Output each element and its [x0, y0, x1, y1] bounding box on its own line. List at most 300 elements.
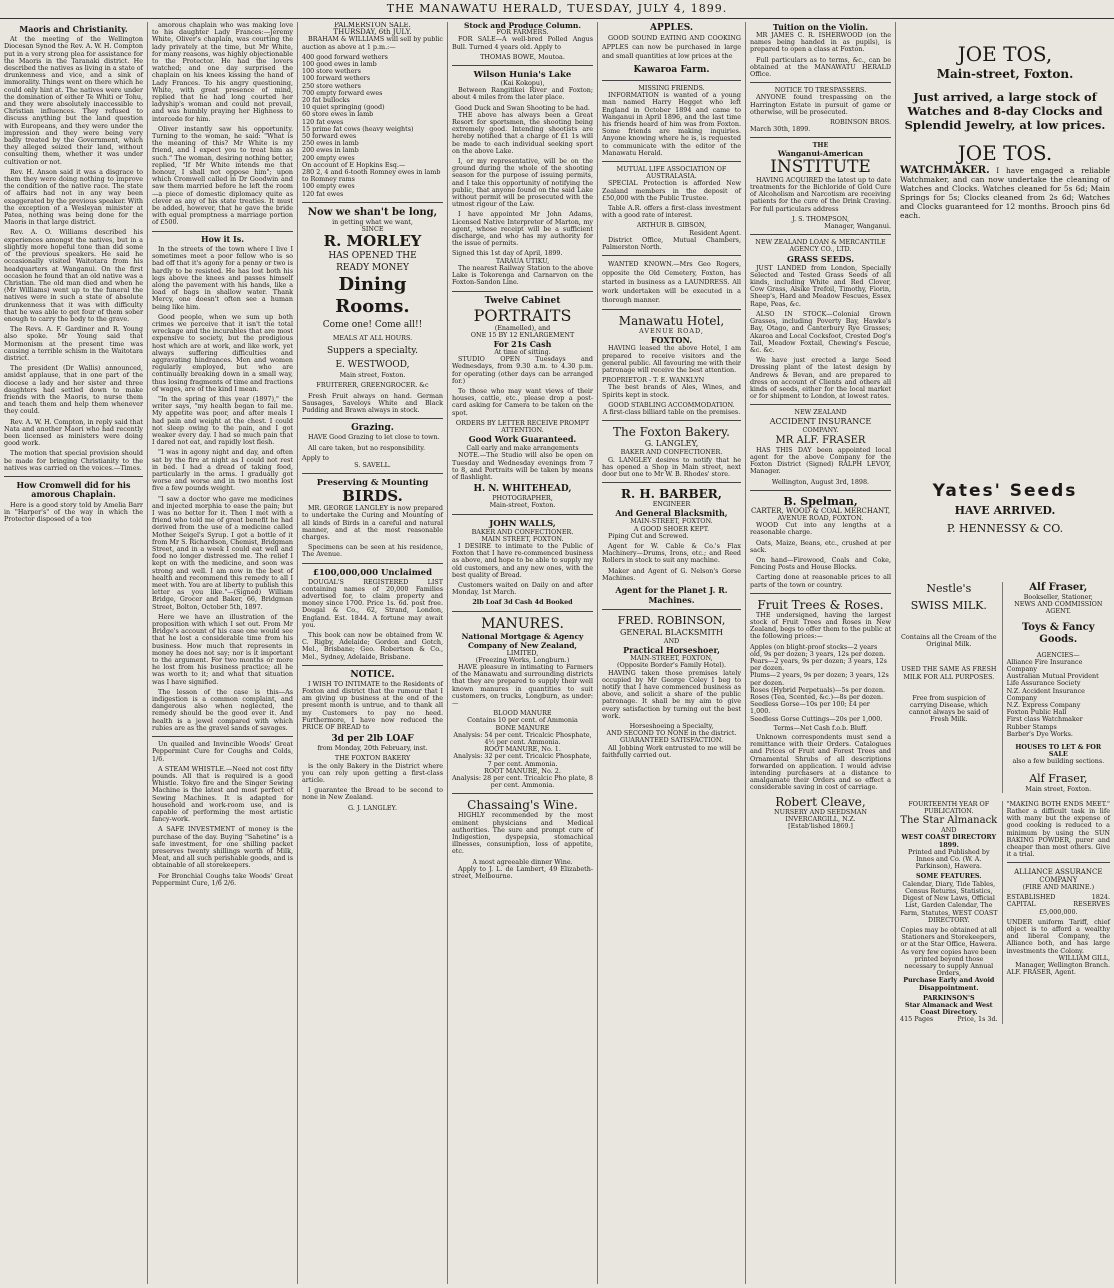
ad-text: WANTED KNOWN.—Mrs Geo Rogers, opposite the Old Cemetery, Foxton, has started in business as a LAUNDRESS. All work undertaken will be executed in a thorough manner.	[602, 260, 741, 305]
ad-heading: Now we shan't be long,	[307, 206, 438, 218]
ad-heading: HAVE ARRIVED.	[954, 504, 1056, 517]
ad-title: The Foxton Bakery.	[613, 425, 730, 440]
ad-name: Alf Fraser,	[1029, 771, 1088, 785]
manure-list-item: BLOOD MANURE	[493, 709, 552, 718]
ad-text: (Kai Kokopu),	[500, 79, 545, 88]
ad-text: (Enamelled), and	[494, 323, 551, 332]
ad-text: Apply to	[302, 453, 329, 462]
ad-text: On hand—Firewood, Coals and Coke, Fencing Posts and House Blocks.	[750, 555, 891, 572]
ad-text: "MAKING BOTH ENDS MEET." Rather a difficult task in life with many but the expense of good cooking is reduced to a minimum by using the SUN BAKING POWDER, purer and cheaper than most others. Give it a trial.	[1006, 799, 1110, 859]
price-list-item: Seedless Gorse—10s per 100; £4 per 1,000.	[750, 700, 870, 716]
ad-text: Printed and Published by Innes and Co. (W. A. Parkinson), Hawera.	[907, 847, 990, 871]
ad-text: Apply to J. L. de Lambert, 49 Elizabeth-street, Melbourne.	[452, 864, 593, 881]
ad-text: AND	[663, 636, 680, 645]
ad-text: Call early and make arrangements	[466, 444, 579, 453]
ad-text: HIGHLY recommended by the most eminent physicians and Medical authorities. The sure and prompt cure of Indigestion, dyspepsia, stomachical illnesses, consumption, loss of appetite, etc.	[452, 811, 593, 856]
manure-list	[452, 710, 593, 789]
ad-price: Price, 1s 3d.	[957, 1015, 998, 1024]
ad-name: J. S. THOMPSON,	[791, 214, 850, 223]
stock-list	[302, 54, 443, 198]
ad-text: Contains all the Cream of the Original Milk.	[901, 633, 997, 649]
stock-list-item: 10 quiet springing (good)	[302, 103, 385, 112]
ad-text: Maker and Agent of G. Nelson's Gorse Machines.	[602, 566, 741, 582]
ad-text: [Estab'lished 1869.]	[788, 822, 853, 831]
ad-name: TARAUA UTIKU,	[495, 256, 550, 265]
ad-title: Preserving & Mounting	[316, 478, 429, 489]
price-list-item: Roses (Hybrid Perpetuals)—5s per dozen.	[750, 685, 886, 694]
ad-trade: BAKER AND CONFECTIONER.	[471, 527, 574, 536]
ad-address: FOXTON.	[650, 335, 693, 346]
ad-text: Fresh Fruit always on hand. German Sausages, Saveloys White and Black Pudding and Brawn always in stock.	[302, 391, 443, 415]
ad-text: Horseshoeing a Specialty,	[629, 721, 714, 730]
stock-list-item: 280 2, 4 and 6-tooth Romney ewes in lamb to Romney rams	[302, 168, 441, 184]
ad-text: Table A.R. offers a first-class investment with a good rate of interest.	[602, 204, 741, 220]
ad-text: I DESIRE to intimate to the Public of Foxton that I have re-commenced business as above, and hope to be able to supply my old customers, and any new ones, with the best quality of Bread.	[452, 541, 593, 579]
ad-text: WOOD Cut into any lengths at a reasonable charge.	[750, 521, 891, 537]
ad-text: STUDIO OPEN Tuesdays and Wednesdays, from 9.30 a.m. to 4.30 p.m. for operating (other days can be arranged for.)	[452, 355, 593, 385]
divider	[602, 255, 741, 256]
ad-heading: COMPANY.	[802, 425, 839, 434]
article-paragraph: Rev. H. Anson said it was a disgrace to them they were doing nothing to improve the condition of the native race. The state of affairs had not in any way been exaggerated by the previous speaker. With the exception of a Wesleyan minister at Patea, nothing was being done for the Maoris in that large district.	[4, 167, 143, 227]
ad-text: USED THE SAME AS FRESH MILK FOR ALL PURPOSES.	[901, 665, 997, 681]
divider	[602, 80, 741, 81]
divider	[750, 490, 891, 491]
ad-text: We have just erected a large Seed Dressing plant of the latest design by Andrews & Bevan, and are prepared to dress on account of Clients and others all kinds of seeds, either for the local market or for shipment to London, at lowest rates.	[750, 356, 891, 401]
ad-title: INSTITUTE	[770, 156, 871, 177]
ad-text: THE	[812, 141, 829, 150]
ad-address: Main street, Foxton.	[339, 371, 406, 380]
ad-text: HAS OPENED THE	[328, 251, 417, 262]
ad-date: THURSDAY, 6th JULY.	[333, 28, 412, 37]
ad-heading: MUTUAL LIFE ASSOCIATION OF AUSTRALASIA.	[616, 165, 727, 181]
agency-list	[1007, 659, 1110, 738]
ad-name: ROBINSON BROS.	[829, 118, 891, 127]
ad-text: (Opposite Border's Family Hotel).	[617, 661, 726, 670]
divider	[750, 593, 891, 594]
stock-list-item: 20 fat bullocks	[302, 96, 350, 105]
manure-list-item: BONE MANURE	[495, 723, 550, 732]
article-paragraph: Good people, when we sum up both crimes we perceive that it isn't the total wreckage and the incurables that are most expensive to society, but the prodigious host which are at work, and like work, yet always suffering difficulties and aggravating hindrances. Men and women regularly employed, but who are continually breaking down in a small way, thus losing fragments of time and fractions of wages, are of the kind I mean.	[152, 312, 293, 393]
ad-text: This book can now be obtained from W. C. Rigby, Adelaide; Gordon and Gotch, Mel., Brisbane; Geo. Robertson & Co., Mel., Sydney, Adelaide, Brisbane.	[302, 630, 443, 661]
ad-name: H. N. WHITEHEAD,	[473, 484, 572, 495]
ad-text: LIMITED,	[506, 648, 539, 657]
ad-text: ORDERS BY LETTER RECEIVE PROMPT ATTENTION.	[455, 418, 590, 434]
ad-text: ALF. FRASER, Agent.	[1006, 968, 1076, 977]
divider	[452, 514, 593, 515]
ad-text: Manager, Wanganui.	[824, 222, 891, 231]
masthead: THE MANAWATU HERALD, TUESDAY, JULY 4, 1899.	[0, 0, 1114, 19]
ad-name: S. SAVELL.	[354, 460, 391, 469]
ad-text: ESTABLISHED	[1006, 893, 1056, 902]
divider	[602, 309, 741, 310]
divider	[152, 736, 293, 737]
ad-headline: Just arrived, a large stock of Watches and 8-day Clocks and Splendid Jewelry, at low prices.	[904, 90, 1106, 132]
ad-text: AND	[941, 826, 957, 835]
ad-text: ANYONE found trespassing on the Harrington Estate in pursuit of game or otherwise, will be prosecuted.	[750, 93, 891, 116]
ad-text: Piping Cut and Screwed.	[608, 531, 689, 540]
ad-text: 1824.	[1091, 893, 1110, 902]
ad-text: FOR SALE—A well-bred Polled Angus Bull. Turned 4 years old. Apply to	[452, 35, 593, 51]
ad-title: Toys & Fancy Goods.	[1021, 621, 1095, 645]
article-paragraph: A STEAM WHISTLE.—Need not cost fifty pounds. All that is required is a good Whistle. Tokyo fire and the Singer Sewing Machine is the latest and most perfect of Sewing Machines. It is adapted for household and work-room use, and is capable of performing the most artistic fancy-work.	[152, 764, 293, 824]
stock-list-item: 400 good forward wethers	[302, 52, 388, 61]
manure-list-item: ROOT MANURE, No. 1.	[484, 745, 561, 754]
divider	[302, 563, 443, 564]
ad-text: GOOD STABLING ACCOMMODATION.	[608, 400, 735, 409]
article-paragraph: For Bronchial Coughs take Woods' Great Peppermint Cure, 1/6 2/6.	[152, 871, 293, 887]
ad-title: Fruit Trees & Roses.	[757, 597, 884, 612]
ad-title: WEST COAST DIRECTORY	[901, 833, 997, 842]
ad-text: HAVING leased the above Hotel, I am prepared to receive visitors and the general public. All favouring me with their patronage will receive the best attention.	[602, 344, 741, 375]
manure-list-item: Analysis: 54 per cent. Tricalcic Phosphate, 4½ per cent. Ammonia.	[453, 730, 592, 747]
ad-text: ALSO IN STOCK—Colonial Grown Grasses, including Poverty Bay, Hawke's Bay, Otago, and Canterbury Rye Grasses; Akaroa and Local Cocksfoot, Crested Dog's Tail, Meadow Foxtail, Chewing's Fescue, &c. &c.	[750, 309, 891, 354]
ad-text: A first-class billiard table on the premises.	[602, 408, 741, 417]
ad-price: For 21s Cash	[493, 338, 552, 349]
ad-title: The Star Almanack	[900, 815, 998, 827]
ad-text: A GOOD SHOER KEPT.	[633, 524, 710, 533]
ad-text: DOUGAL'S REGISTERED LIST containing names of 20,000 Families advertised for, to claim property and money since 1700. Price 1s. 6d. post free. Dougal & Co., 62, Strand, London, England. Est. 1844. A fortune may await you.	[302, 577, 443, 629]
ad-name: WILLIAM GILL,	[1058, 953, 1110, 962]
ad-trade: And General Blacksmith,	[615, 508, 728, 519]
ad-title: GRASS SEEDS.	[786, 253, 855, 264]
ad-text: RESERVES	[1073, 900, 1110, 909]
ad-heading: ACCIDENT INSURANCE	[769, 416, 872, 426]
ad-text: MR JAMES C. R. ISHERWOOD (on the names being handed in as pupils), is prepared to open a class at Foxton.	[750, 31, 891, 54]
ad-heading: SOME FEATURES.	[916, 872, 982, 881]
manure-list-item: Analysis: 32 per cent. Tricalcic Phosphate, 7 per cent. Ammonia.	[453, 752, 592, 768]
divider	[602, 609, 741, 610]
ad-title: SWISS MILK.	[910, 599, 987, 612]
column-5	[598, 22, 746, 1284]
ad-text: THE undersigned, having the largest stock of Fruit Trees and Roses in New Zealand, begs to offer them to the public at the following prices:—	[750, 610, 892, 641]
ad-trade: NEWS AND COMMISSION AGENT.	[1014, 600, 1103, 616]
divider	[750, 234, 891, 235]
ad-trade: WATCHMAKER.	[900, 165, 990, 176]
ad-title: Dining Rooms.	[335, 274, 410, 318]
ad-text: Terms—Net Cash f.o.b. Bluff.	[773, 723, 868, 732]
ad-price: 3d per 2lb LOAF	[331, 734, 414, 745]
price-list-item: Plums—2 years, 9s per dozen; 3 years, 12s per dozen.	[750, 671, 889, 687]
ad-text: March 30th, 1899.	[750, 125, 811, 134]
ad-heading: NEW ZEALAND	[794, 408, 847, 417]
article-title: How Cromwell did for his amorous Chaplain.	[16, 479, 131, 499]
ad-address: MAIN-STREET, FOXTON.	[630, 517, 713, 526]
divider	[750, 82, 891, 83]
ad-text: To those who may want views of their houses, cattle, etc., please drop a post-card asking for Camera to be taken on the spot.	[452, 386, 593, 417]
ad-text: is the only Bakery in the District where you can rely upon getting a first-class article.	[302, 761, 443, 784]
ad-heading: Agent for the Planet J. R. Machines.	[615, 584, 728, 605]
ad-name: THOMAS BOWE, Moutoa.	[480, 52, 565, 61]
ad-text: SINCE	[361, 225, 384, 234]
ad-name: MR ALF. FRASER	[775, 434, 866, 446]
manure-list-item: Contains 10 per cent. of Ammonia	[467, 716, 578, 725]
ad-address: MAIN-STREET, FOXTON,	[630, 654, 713, 663]
stock-list-item: 60 store ewes in lamb	[302, 110, 374, 119]
ad-text: Good Duck and Swan Shooting to be had.	[455, 103, 590, 112]
divider	[602, 161, 741, 162]
article-paragraph: Here is a good story told by Amelia Barr in "Harper's" of the way in which the Protector disposed of a too	[4, 500, 143, 524]
ad-name: G. LANGLEY,	[644, 439, 699, 449]
ad-address: Main street, Foxton.	[1025, 784, 1092, 793]
ad-text: (Freezing Works, Longburn.)	[475, 655, 570, 664]
agency-list-item: N.Z. Accident Insurance Company	[1006, 686, 1085, 702]
ad-text: Specimens can be seen at his residence, The Avenue.	[302, 543, 443, 559]
article-paragraph: "I was in agony night and day, and often sat by the fire at night as I could not rest in bed. I had a dread of taking food, particularly in the arms. I gradually got worse and worse and in two months lost five a few pounds weight.	[152, 448, 293, 493]
ad-name: P. HENNESSY & CO.	[946, 522, 1064, 535]
ad-text: Signed this 1st day of April, 1899.	[452, 249, 563, 258]
ad-name: Nestle's	[926, 582, 972, 595]
ad-text: CAPITAL	[1006, 900, 1036, 909]
ad-text: MR. GEORGE LANGLEY is now prepared to undertake the Curing and Mounting of all kinds of Birds in a careful and natural manner, and at the most reasonable charges.	[302, 504, 443, 541]
price-list	[750, 644, 891, 723]
stock-list-item: 200 ewes in lamb	[302, 146, 359, 155]
ad-heading: PALMERSTON SALE.	[334, 22, 411, 29]
right-ads	[896, 22, 1114, 1024]
ad-trade: Practical Horseshoer,	[623, 645, 720, 656]
ad-text: (FIRE AND MARINE.)	[1022, 882, 1095, 891]
ad-text: SPECIAL Protection is afforded New Zealand members in the deposit of £50,000 with the Public Trustee.	[602, 179, 741, 202]
article-paragraph: "In the spring of this year (1897)," the writer says, "my health began to fail me. My appetite was poor, and after meals I had pain and weight at the chest. I could not sleep owing to the pain, and I got weaker every day. I had so much pain that I dared not eat, and rapidly lost flesh.	[152, 394, 293, 447]
ad-text: from Monday, 20th February, inst.	[317, 744, 428, 753]
agency-list-item: N.Z. Express Company	[1006, 701, 1081, 710]
ad-heading: Stock and Produce Column.	[464, 22, 581, 30]
ad-text: READY MONEY	[336, 263, 409, 274]
ad-title: Grazing.	[351, 423, 394, 434]
ad-text: HAVING ACQUIRED the latest up to date treatments for the Bichloride of Gold Cure of Alcoholism and Narcotism are receiving patients for the cure of the Drink Craving. For full particulars address	[750, 175, 891, 213]
ad-trade: NURSERY AND SEEDSMAN	[773, 807, 868, 816]
ad-text: NOTE.—The Studio will also be open on Tuesday and Wednesday evenings from 7 to 8, and Portraits will be taken by means of flashlight.	[452, 451, 593, 481]
ad-name: E. WESTWOOD,	[335, 360, 410, 371]
article-paragraph: Un quailed and Invincible Woods' Great Peppermint Cure for Coughs and Colds, 1/6.	[152, 740, 293, 763]
ad-heading: NEW ZEALAND LOAN & MERCANTILE AGENCY CO., LTD.	[755, 238, 886, 254]
divider	[4, 476, 143, 477]
stock-list-item: 100 forward wethers	[302, 74, 371, 83]
ad-name: ARTHUR B. GIBSON,	[636, 221, 707, 230]
article-paragraph: The president (Dr Wallis) announced, amidst applause, that in one part of the diocese a lady and her sister and three daughters had settled down to make friends with the Maoris, to nurse them and teach them and help them whenever they could.	[4, 364, 143, 416]
ad-heading: National Mortgage & Agency Company of New Zealand,	[461, 631, 584, 650]
ad-heading: PARKINSON'S	[922, 993, 975, 1002]
ad-text: I WISH TO INTIMATE to the Residents of Foxton and district that the rumour that I am giving up business at the end of the present month is untrue, and to thank all my Customers to pay no heed. Furthermore, I have now reduced the PRICE OF BREAD to	[302, 679, 443, 731]
column-3	[298, 22, 448, 1284]
ad-address: MAIN STREET, FOXTON.	[481, 534, 564, 543]
price-list-item: Seedless Gorse Cuttings—20s per 1,000.	[750, 714, 883, 723]
ad-title: PORTRAITS	[473, 305, 572, 325]
article-paragraph: At the meeting of the Wellington Diocesan Synod the Rev. A. W. H. Compton put in a very strong plea for assistance for the Maoris in the Taranaki district. He described the natives as living in a state of drunkenness and vice, and a sink of immorality. Things went on there which he could only hint at. The natives were under the domination of either Te Whiti or Tohu, and they were absolutely inaccessible to Christian influences. They refused to discuss anything but the land question with Europeans, and they were under the impression and they were being very badly treated by the Government, which they alleged seized their land, without consulting them, whether it was under cultivation or not.	[4, 35, 143, 166]
ad-text: £5,000,000.	[1038, 907, 1078, 916]
ad-text: Come one! Come all!!	[322, 320, 423, 331]
manure-list-item: ROOT MANURE, No. 2.	[484, 766, 561, 775]
stock-list-item: 120 fat ewes	[302, 117, 344, 126]
ad-text: HAVING taken those premises lately occupied by Mr George Coley I beg to notify that I have commenced business as above, and solicit a share of the public patronage. It shall be my aim to give every satisfaction by turning out the best work.	[602, 668, 741, 720]
stock-list-item: 200 empty ewes	[302, 153, 355, 162]
ad-text: G. LANGLEY desires to notify that he has opened a Shop in Main street, next door but one to Mr W. B. Rhodes' store.	[602, 455, 741, 478]
ad-text: HAVE pleasure in intimating to Farmers of the Manawatu and surrounding districts that they are prepared to supply their well known manures in quantities to suit customers, on trucks, Longburn, as under:—	[452, 663, 593, 708]
stock-list-item: 15 prime fat cows (heavy weights)	[302, 124, 414, 133]
divider	[452, 611, 593, 612]
ad-text: ONE 15 BY 12 ENLARGEMENT	[470, 330, 575, 339]
column-1	[0, 22, 148, 1284]
ad-address: Main-street, Foxton.	[489, 501, 556, 510]
ad-text: I have engaged a reliable Watchmaker, and can now undertake the cleaning of Watches and Clocks. Watches cleaned for 5s 6d; Main Springs for 5s; Clocks cleaned from 2s 6d; Watches and Clocks guaranteed for 12 months. Brooch pins 6d each.	[900, 166, 1110, 220]
ad-heading: MISSING FRIENDS.	[638, 84, 705, 92]
ad-heading: Twelve Cabinet	[484, 295, 561, 306]
article-paragraph: The motion that special provision should be made for bringing Christianity to the natives was carried on the voices.—Times.	[4, 449, 143, 472]
ad-trade: Bookseller, Stationer,	[1023, 593, 1093, 601]
ad-text: As very few copies have been printed beyond those necessary to supply Annual Orders,	[901, 947, 997, 978]
divider	[602, 482, 741, 483]
ad-text: Carting done at reasonable prices to all parts of the town or country.	[750, 573, 891, 589]
ad-name: JOE TOS.	[957, 141, 1053, 165]
ad-text: HAVE Good Grazing to let close to town.	[308, 433, 440, 442]
ad-name: Alf Fraser,	[1029, 582, 1088, 593]
article-paragraph: The Revs. A. F. Gardiner and R. Young also spoke. Mr Young said that Mormonism at the present time was causing a terrible schism in the Waitotara district.	[4, 325, 143, 362]
ad-title: NOTICE.	[350, 669, 395, 680]
ad-title: Tuition on the Violin.	[772, 22, 869, 32]
divider	[1007, 862, 1110, 863]
article-title: How it Is.	[200, 233, 245, 244]
ad-text: 1899.	[938, 840, 959, 849]
ad-text: Between Rangitikei River and Foxton; about 4 miles from the later place.	[452, 86, 593, 102]
ad-title: APPLES.	[649, 23, 694, 33]
article-paragraph: "I saw a doctor who gave me medicines and injected morphia to ease the pain; but I was no better for it. Then I met with a friend who told me of great benefit he had derived from the use of a medicine called Mother Seigel's Syrup. I got a bottle of it from Mr S. Richardson, Chemist, Bridgman Street, and in a week I could eat well and food no longer distressed me. The relief I kept on with the medicine, and soon was strong and well. I am now in the best of health and recommend this remedy to all I meet with. You are at liberty to publish this letter as you like."—(Signed) William Bridge, Grocer and Baker, 66, Bridgman Street, Bolton, October 5th, 1897.	[152, 494, 293, 611]
divider	[602, 420, 741, 421]
ad-heading: Wanganui-American	[777, 148, 864, 158]
stock-list-item: 120 fat ewes	[302, 189, 344, 198]
ad-text: GOOD SOUND EATING AND COOKING APPLES can now be purchased in large and small quantities at low prices at the	[602, 34, 741, 60]
ad-text: in getting what we want,	[332, 217, 413, 226]
ad-price: 2lb Loaf 3d Cash 4d Booked	[472, 598, 573, 607]
ad-text: 415 Pages	[900, 1015, 934, 1024]
ad-trade: FRUITERER, GREENGROCER. &c	[316, 381, 429, 390]
ad-address: INVERCARGILL, N.Z.	[785, 814, 856, 823]
article-paragraph: Here we have an illustration of the proposition with which I set out. From Mr Bridge's account of his case one would see that he lost a considerable time from his business. How much that represents in money he does not say; nor is it important to the argument. For two months or more he lost from his business practice; all he was worth to it; and what that situation was I have signified.	[152, 612, 293, 686]
ad-name: R. MORLEY	[323, 232, 422, 251]
stock-list-item: 50 forward ewes	[302, 132, 357, 141]
stock-list-item: 100 good ewes in lamb	[302, 60, 377, 69]
ad-address: Main-street, Foxton.	[936, 67, 1074, 81]
ad-text: Calendar, Diary, Tide Tables, Census Returns, Statistics, Digest of New Laws, Official List, Garden Calendar, The Farm, Statutes, WEST COAST DIRECTORY.	[900, 879, 998, 924]
ad-text: Agent for W. Cable & Co.'s Flax Machinery—Drums, Irons, etc.; and Reed Rollers in stock to suit any machine.	[602, 541, 741, 565]
stock-list-item: 700 empty forward ewes	[302, 88, 383, 97]
stock-list-item: 250 store wethers	[302, 81, 361, 90]
manure-list-item: Analysis: 28 per cent. Tricalcic Pho plate, 8 per cent. Ammonia.	[452, 774, 593, 790]
ad-text: Wellington, August 3rd, 1898.	[771, 477, 870, 486]
agency-list-item: Barber's Dye Works.	[1006, 729, 1073, 738]
ad-text: I, or my representative, will be on the ground during the whole of the shooting season for the purpose of issuing permits, and I take this opportunity of notifying the public, that anyone found on the said Lake without permit will be prosecuted with the utmost rigour of the Law.	[452, 157, 593, 209]
article-paragraph: In the streets of the town where I live I sometimes meet a poor fellow who is so bad off that it's agony for a penny or two is hardly to be resisted. He has lost both his legs above the knees and passes himself along the pavement with his hands, like a load of bags in shallow water. Thank Mercy, one doesn't often see a human being like him.	[152, 244, 293, 311]
ad-text: All Jobbing Work entrusted to me will be faithfully carried out.	[602, 743, 741, 759]
divider	[452, 65, 593, 66]
ad-name: JOE TOS,	[957, 42, 1053, 66]
divider	[750, 137, 891, 138]
ad-heading: NOTICE TO TRESPASSERS.	[774, 86, 867, 95]
ad-text: JUST LANDED from London, Specially Selected and Tested Grass Seeds of all kinds, including White and Red Clover, Cow Grass, Alsike Trefoil, Timothy, Fiorin, Sheep's, Hard and Meadow Fescues, Essex Rape, Peas, &c.	[750, 263, 891, 308]
ad-text: Purchase Early and Avoid Disappointment.	[903, 976, 995, 992]
ad-trade: BAKER AND CONFECTIONER.	[620, 448, 723, 457]
ad-text: All care taken, but no responsibility.	[308, 443, 426, 452]
agency-list-item: Australian Mutual Provident Life Assurance Society	[1006, 672, 1099, 688]
divider	[452, 291, 593, 292]
agency-list-item: Foxton Public Hall	[1006, 708, 1067, 717]
article-paragraph: A SAFE INVESTMENT of money is the purchase of the day. Buying "Sahetine" is a safe investment, for one shilling packet preserves twenty shillings worth of Milk, Meat, and all such perishable goods, and is obtainable of all storekeepers.	[152, 825, 293, 870]
price-list-item: Apples (on blight-proof stocks—2 years old, 9s per dozen; 3 years, 12s per dozen.	[750, 642, 886, 658]
ad-heading: HOUSES TO LET & FOR SALE	[1015, 743, 1102, 759]
article-paragraph: Rev. A. W. H. Compton, in reply said that Nata and another Maori who had recently been licensed as ministers were doing good work.	[4, 417, 143, 448]
article-title: Maoris and Christianity.	[19, 24, 128, 34]
ad-trade: CARTER, WOOD & COAL MERCHANT,	[750, 506, 891, 515]
agency-list-item: Rubber Stamps	[1006, 722, 1057, 731]
ad-text: At time of sitting.	[494, 347, 551, 356]
price-list-item: Pears—2 years, 9s per dozen; 3 years, 12s per dozen.	[750, 657, 887, 673]
ad-text: FOURTEENTH YEAR OF PUBLICATION.	[908, 799, 990, 816]
ad-heading: Good Work Guaranteed.	[468, 434, 577, 445]
ad-title: Yates' Seeds	[932, 481, 1078, 501]
ad-title: Wilson Hunia's Lake	[473, 70, 572, 81]
ad-title: Manawatu Hotel,	[618, 314, 725, 329]
article-paragraph: Oliver instantly saw his opportunity. Turning to the woman, he said: "What is the meaning of this? Mr White is my friend, and I expect you to treat him as such." The woman, desiring nothing better, replied, "If Mr White intends me that honour, I shall not oppose him"; upon which Cromwell called in Dr Goodwin and saw them married before he left the room—a piece of domestic diplomacy quite as clever as any of his state treaties. It must be added, however, that he gave the bride with equal promptness a marriage portion of £500.	[152, 124, 293, 227]
ad-heading: AGENCIES—	[1036, 650, 1080, 659]
divider	[302, 473, 443, 474]
ad-trade: PHOTOGRAPHER,	[492, 494, 553, 503]
ad-text: Full particulars as to terms, &c., can be obtained at the MANAWATU HERALD Office.	[750, 55, 891, 79]
column-2	[148, 22, 298, 1284]
ad-text: I guarantee the Bread to be second to none in New Zealand.	[302, 786, 443, 802]
ad-text: Unknown correspondents must send a remittance with their Orders. Catalogues and Prices of Fruit and Forest Trees and Ornamental Shrubs of all descriptions forwarded on application. I would advise intending purchasers at a distance to amalgamate their Orders and so effect a considerable saving in cost of carriage.	[750, 733, 891, 792]
column-4	[448, 22, 598, 1284]
ad-address: AVENUE ROAD, FOXTON.	[777, 513, 864, 522]
ad-name: G. J. LANGLEY.	[348, 803, 397, 812]
ad-heading: ALLIANCE ASSURANCE COMPANY	[1014, 868, 1103, 884]
divider	[750, 404, 891, 405]
ad-name: Robert Cleave,	[775, 794, 866, 809]
ad-text: MEALS AT ALL HOURS.	[332, 334, 413, 343]
ad-text: HAS THIS DAY been appointed local agent for the above Company for the Foxton District (Signed) RALPH LEVOY, Manager.	[750, 445, 891, 476]
ad-name: THE FOXTON BAKERY	[334, 754, 411, 763]
ad-text: BRAHAM & WILLIAMS will sell by public auction as above at 1 p.m.:—	[302, 35, 443, 51]
ad-name: JOHN WALLS,	[489, 518, 556, 529]
ad-text: Copies may be obtained at all Stationers and Storekeepers, or at the Star Office, Hawera.	[900, 925, 998, 949]
divider	[452, 793, 593, 794]
ad-name: B. Spelman,	[783, 494, 858, 508]
ad-text: Resident Agent.	[689, 228, 741, 237]
ad-text: I have appointed Mr John Adams, Licensed Native Interpreter of Marton, my agent, whose receipt will be a sufficient discharge, and who has my authority for the issue of permits.	[452, 210, 593, 248]
ad-address: AVENUE ROAD,	[639, 327, 704, 336]
column-6	[746, 22, 896, 1284]
ad-trade: ENGINEER	[652, 500, 691, 509]
ad-trade: GENERAL BLACKSMITH	[620, 627, 723, 637]
ad-name: FRED. ROBINSON,	[617, 613, 726, 627]
article-paragraph: amorous chaplain who was making love to his daughter Lady Frances:—Jeremy White, Oliver's chaplain, was courting the lady privately at the time, but Mr White, for many reasons, was highly objectionable to the Protector. He had the lovers watched; and one day surprised the chaplain on his knees kissing the hand of Lady Frances. To his angry questioning, White, with great presence of mind, replied that he had long courted her ladyship's woman and could not prevail, and was humbly praying her Highness to intercede for him.	[152, 22, 293, 123]
divider	[302, 665, 443, 666]
ad-text: Suppers a specialty.	[326, 346, 419, 357]
stock-list-item: 100 empty ewes	[302, 182, 355, 191]
ad-heading: FOR FARMERS.	[496, 28, 549, 37]
stock-list-item: On account of E Hopkins Esq.—	[302, 160, 406, 169]
divider	[302, 202, 443, 203]
agency-list-item: Alliance Fire Insurance Company	[1006, 657, 1083, 674]
ad-text: Customers waited on Daily on and after Monday, 1st March.	[452, 580, 593, 597]
ad-text: PROPRIETOR - T. E. WANKLYN	[602, 376, 705, 385]
ad-text: The nearest Railway Station to the above Lake is Tokorenga and Carnarvon on the Foxton-Sandon Line.	[452, 263, 593, 287]
ad-text: A most agreeable dinner Wine.	[472, 857, 573, 866]
divider	[152, 231, 293, 232]
ad-name: R. H. BARBER,	[621, 487, 722, 502]
ad-text: Free from suspicion of carrying Disease, which cannot always be said of Fresh Milk.	[909, 693, 989, 724]
ad-address: District Office, Mutual Chambers, Palmerston North.	[602, 235, 741, 252]
ad-text: also a few building sections.	[1012, 757, 1105, 766]
divider	[302, 418, 443, 419]
ad-text: AND SECOND TO NONE in the district.	[606, 729, 737, 738]
